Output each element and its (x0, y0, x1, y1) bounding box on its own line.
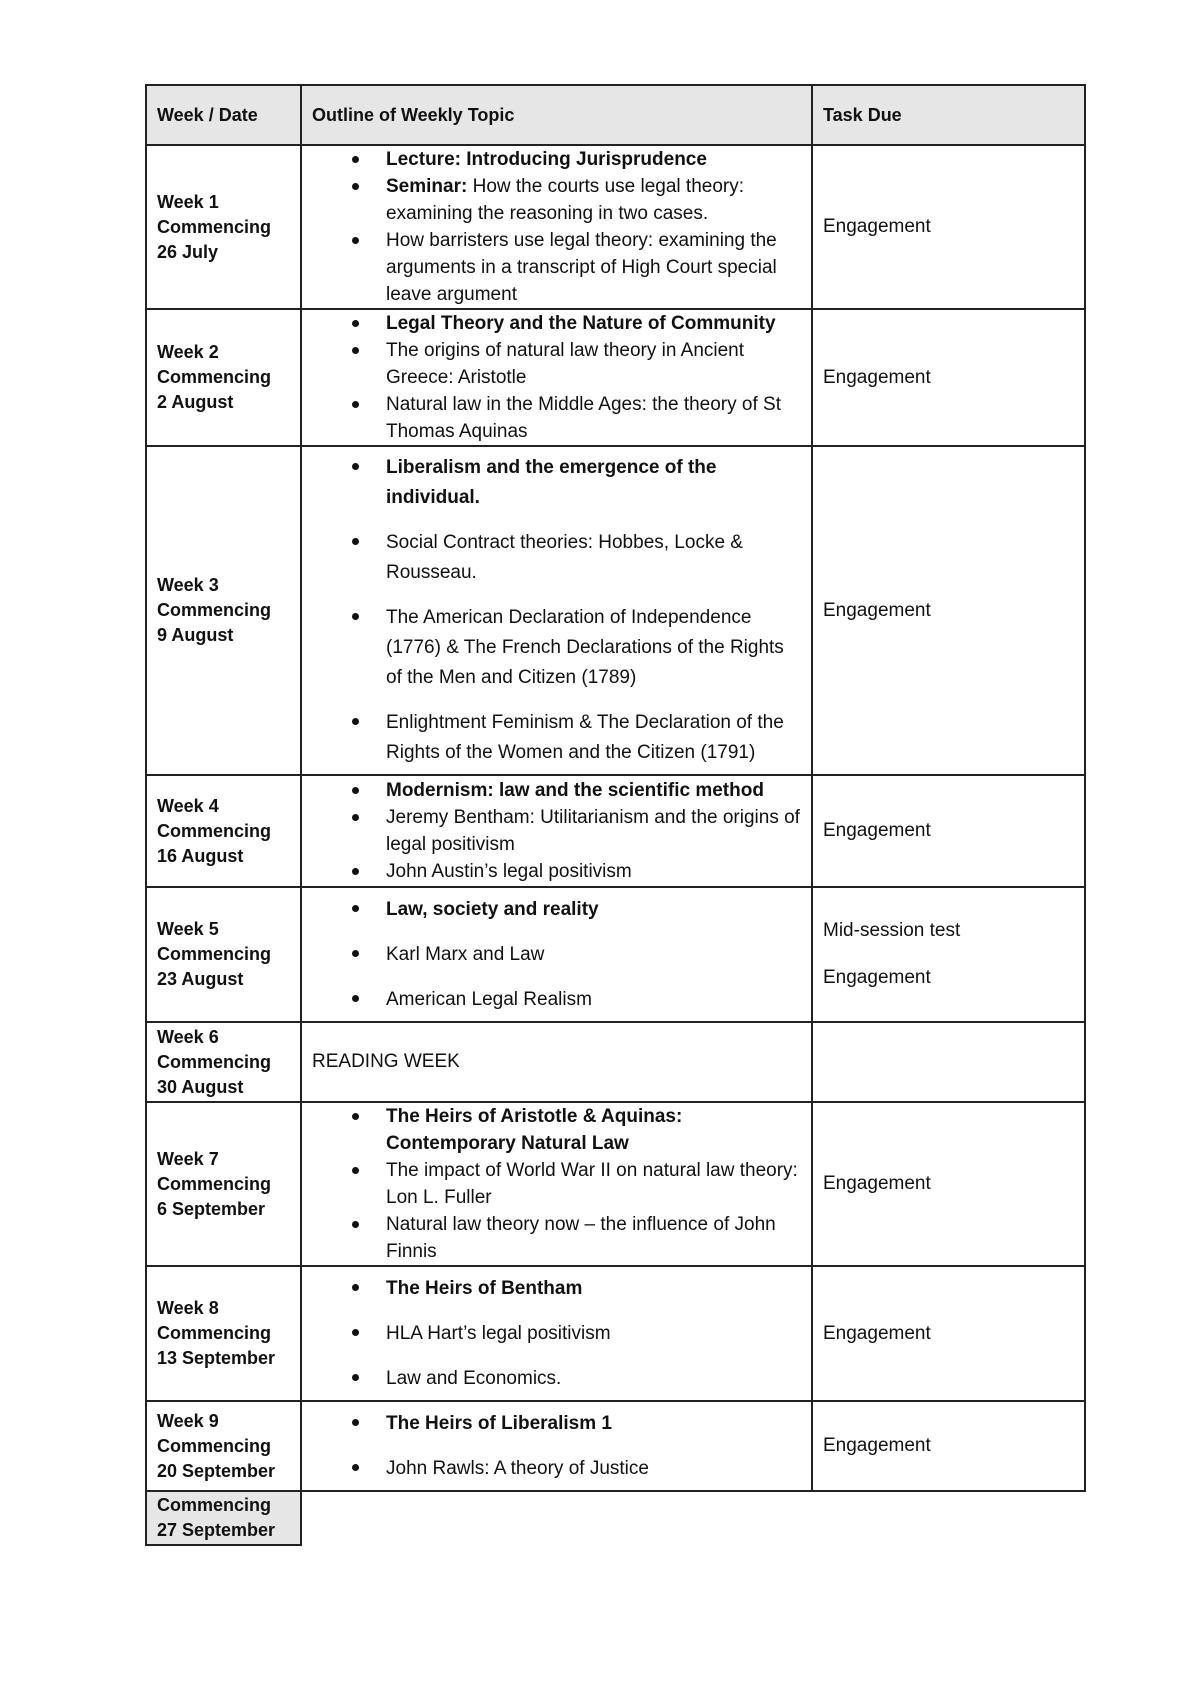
topic-list (308, 1274, 801, 1394)
list-item: Seminar: How the courts use legal theory: examining the reasoning in two cases. (308, 173, 801, 227)
topic-cell (301, 775, 812, 887)
list-item: Law and Economics. (308, 1364, 801, 1394)
week-cell: Week 4 Commencing 16 August (146, 775, 301, 887)
list-item: The origins of natural law theory in Ancient Greece: Aristotle (308, 337, 801, 391)
header-task-due: Task Due (812, 85, 1085, 145)
task-cell: Mid-session test Engagement (812, 887, 1085, 1022)
topic-list (308, 777, 801, 885)
list-item: Lecture: Introducing Jurisprudence (308, 146, 801, 173)
header-row (146, 85, 1085, 145)
table-row (146, 145, 1085, 309)
list-item: Modernism: law and the scientific method (308, 777, 801, 804)
list-item: The Heirs of Bentham (308, 1274, 801, 1304)
table-row (146, 309, 1085, 446)
topic-list (308, 1409, 801, 1484)
table-row (146, 775, 1085, 887)
week-cell: Week 5 Commencing 23 August (146, 887, 301, 1022)
table-row (146, 1102, 1085, 1266)
list-item: How barristers use legal theory: examining the arguments in a transcript of High Court special leave argument (308, 227, 801, 308)
weekly-schedule-table (145, 84, 1086, 1546)
week-cell: Week 1 Commencing 26 July (146, 145, 301, 309)
list-item: Karl Marx and Law (308, 940, 801, 970)
week-cell: Week 7 Commencing 6 September (146, 1102, 301, 1266)
topic-list (308, 895, 801, 1015)
list-item: American Legal Realism (308, 985, 801, 1015)
topic-cell: READING WEEK (301, 1022, 812, 1102)
list-item: Social Contract theories: Hobbes, Locke & Rousseau. (308, 528, 801, 588)
list-item: The Heirs of Liberalism 1 (308, 1409, 801, 1439)
topic-list (308, 146, 801, 308)
list-item: John Rawls: A theory of Justice (308, 1454, 801, 1484)
header-week-date: Week / Date (146, 85, 301, 145)
task-cell: Engagement (812, 145, 1085, 309)
topic-list (308, 310, 801, 445)
table-row (146, 1401, 1085, 1491)
week-cell: Week 8 Commencing 13 September (146, 1266, 301, 1401)
week-cell: Week 2 Commencing 2 August (146, 309, 301, 446)
table-row (146, 446, 1085, 775)
list-item: John Austin’s legal positivism (308, 858, 801, 885)
list-item: Jeremy Bentham: Utilitarianism and the origins of legal positivism (308, 804, 801, 858)
list-item: Liberalism and the emergence of the individual. (308, 453, 801, 513)
list-item: Law, society and reality (308, 895, 801, 925)
topic-cell (301, 309, 812, 446)
list-item: Natural law theory now – the influence of John Finnis (308, 1211, 801, 1265)
topic-cell (301, 1266, 812, 1401)
task-cell: Engagement (812, 1266, 1085, 1401)
week-cell: Commencing 27 September (146, 1491, 301, 1545)
topic-list (308, 1103, 801, 1265)
topic-cell (301, 1401, 812, 1491)
topic-cell (301, 145, 812, 309)
topic-cell (301, 446, 812, 775)
task-cell: Engagement (812, 446, 1085, 775)
list-item: HLA Hart’s legal positivism (308, 1319, 801, 1349)
week-cell: Week 9 Commencing 20 September (146, 1401, 301, 1491)
topic-list (308, 453, 801, 768)
table-row-final (146, 1491, 1085, 1545)
list-item: Enlightment Feminism & The Declaration of the Rights of the Women and the Citizen (1791) (308, 708, 801, 768)
list-item: Legal Theory and the Nature of Community (308, 310, 801, 337)
week-cell: Week 6 Commencing 30 August (146, 1022, 301, 1102)
table-row (146, 1266, 1085, 1401)
table-row (146, 887, 1085, 1022)
list-item: The Heirs of Aristotle & Aquinas: Contemporary Natural Law (308, 1103, 801, 1157)
task-cell: Engagement (812, 309, 1085, 446)
week-cell: Week 3 Commencing 9 August (146, 446, 301, 775)
task-cell: Engagement (812, 1401, 1085, 1491)
task-cell: Engagement (812, 775, 1085, 887)
header-outline: Outline of Weekly Topic (301, 85, 812, 145)
topic-cell (301, 1102, 812, 1266)
list-item: The impact of World War II on natural law theory: Lon L. Fuller (308, 1157, 801, 1211)
task-cell (812, 1022, 1085, 1102)
task-cell: Engagement (812, 1102, 1085, 1266)
list-item: Natural law in the Middle Ages: the theory of St Thomas Aquinas (308, 391, 801, 445)
topic-cell (301, 887, 812, 1022)
list-item: The American Declaration of Independence (1776) & The French Declarations of the Rights of the Men and Citizen (1789) (308, 603, 801, 693)
table-row (146, 1022, 1085, 1102)
